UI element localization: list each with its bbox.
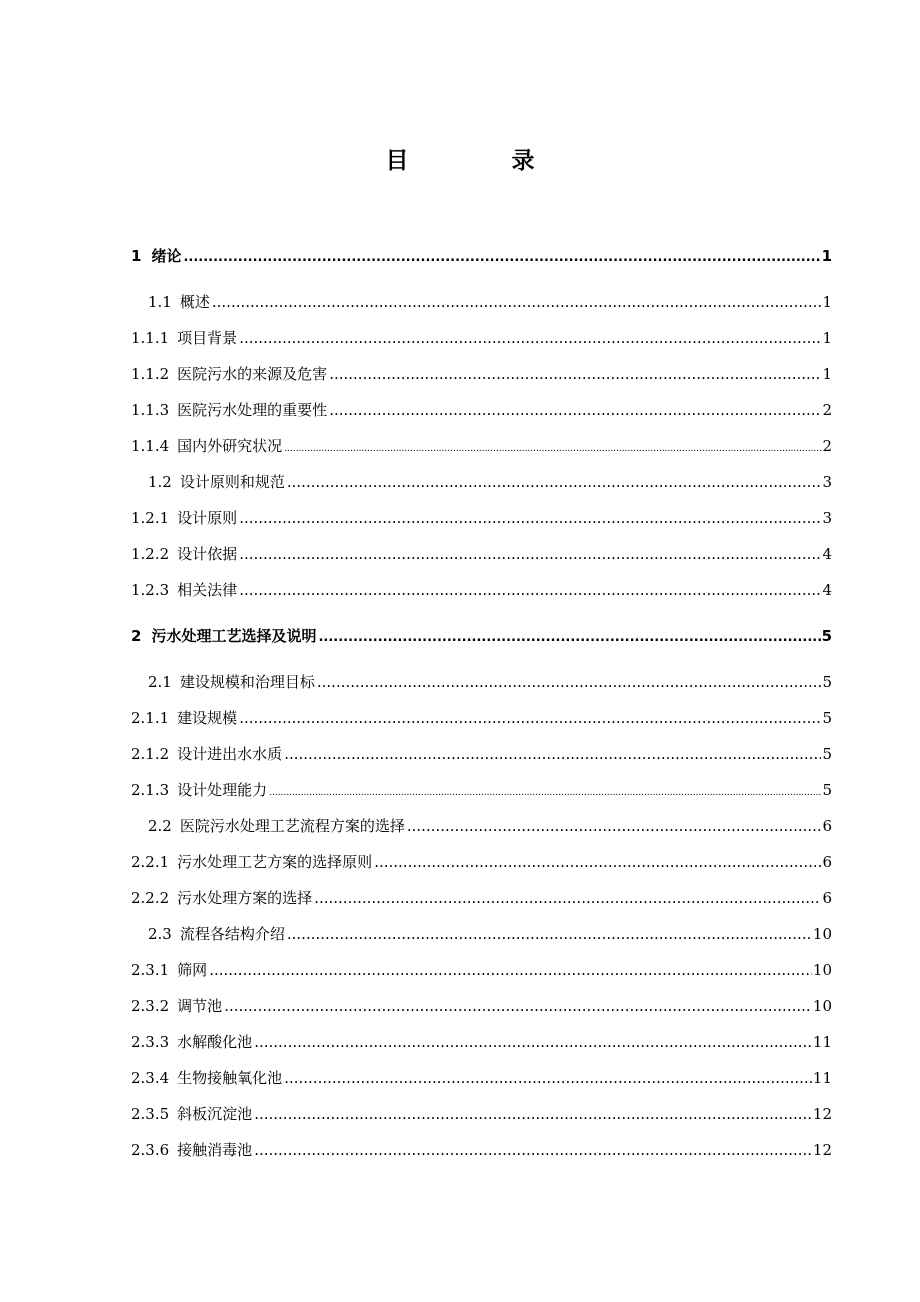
toc-entry-page-number: 1 bbox=[822, 329, 832, 347]
toc-entry[interactable] bbox=[131, 1066, 832, 1090]
toc-entry[interactable] bbox=[131, 362, 832, 386]
toc-entry-title: 设计进出水水质 bbox=[177, 745, 283, 763]
toc-entry-number: 2.3.6 bbox=[131, 1141, 170, 1159]
toc-entry-number: 2.3.5 bbox=[131, 1105, 170, 1123]
toc-dot-leader bbox=[284, 434, 821, 461]
toc-dot-leader bbox=[254, 1030, 812, 1054]
toc-entry-number: 2.3 bbox=[148, 925, 172, 943]
page-title: 目 录 bbox=[385, 148, 575, 174]
toc-entry-title: 医院污水的来源及危害 bbox=[177, 365, 328, 383]
toc-entry-title: 污水处理方案的选择 bbox=[177, 889, 313, 907]
toc-entry-number: 1 bbox=[131, 247, 142, 265]
toc-entry-page-number: 11 bbox=[812, 1033, 832, 1051]
toc-entry-title: 水解酸化池 bbox=[177, 1033, 253, 1051]
toc-dot-leader bbox=[284, 742, 821, 766]
toc-entry-title: 概述 bbox=[179, 293, 210, 311]
toc-entry-number: 1.2.1 bbox=[131, 509, 170, 527]
toc-entry-number: 2.2.1 bbox=[131, 853, 170, 871]
toc-entry[interactable] bbox=[131, 778, 832, 805]
toc-entry-page-number: 5 bbox=[822, 745, 832, 763]
toc-entry[interactable] bbox=[131, 1102, 832, 1126]
toc-entry-title: 设计依据 bbox=[177, 545, 238, 563]
toc-dot-leader bbox=[209, 958, 812, 982]
toc-entry-title: 生物接触氧化池 bbox=[177, 1069, 283, 1087]
toc-entry[interactable] bbox=[131, 742, 832, 766]
toc-entry-number: 2.1.3 bbox=[131, 781, 170, 799]
toc-entry-number: 2.2.2 bbox=[131, 889, 170, 907]
toc-entry-page-number: 10 bbox=[812, 961, 832, 979]
toc-dot-leader bbox=[183, 244, 820, 270]
toc-entry-page-number: 2 bbox=[822, 401, 832, 419]
toc-entry-title: 国内外研究状况 bbox=[177, 437, 283, 455]
toc-entry[interactable] bbox=[131, 1138, 832, 1162]
toc-entry-number: 1.2 bbox=[148, 473, 172, 491]
toc-entry-title: 污水处理工艺选择及说明 bbox=[151, 627, 317, 645]
toc-entry-page-number: 4 bbox=[822, 581, 832, 599]
toc-entry-title: 设计处理能力 bbox=[177, 781, 268, 799]
toc-entry[interactable] bbox=[131, 434, 832, 461]
toc-entry[interactable] bbox=[131, 244, 832, 270]
toc-entry-title: 设计原则 bbox=[177, 509, 238, 527]
toc-dot-leader bbox=[212, 290, 822, 314]
toc-entry-title: 污水处理工艺方案的选择原则 bbox=[177, 853, 373, 871]
toc-entry-number: 1.1.1 bbox=[131, 329, 170, 347]
toc-dot-leader bbox=[239, 706, 821, 730]
toc-dot-leader bbox=[329, 362, 821, 386]
toc-entry[interactable] bbox=[148, 814, 832, 838]
toc-entry-page-number: 3 bbox=[822, 509, 832, 527]
toc-entry-page-number: 1 bbox=[821, 247, 832, 265]
toc-entry[interactable] bbox=[131, 958, 832, 982]
toc-dot-leader bbox=[374, 850, 821, 874]
toc-entry-title: 项目背景 bbox=[177, 329, 238, 347]
toc-entry-number: 2.3.1 bbox=[131, 961, 170, 979]
toc-entry-number: 1.1.4 bbox=[131, 437, 170, 455]
toc-dot-leader bbox=[407, 814, 822, 838]
toc-entry-title: 斜板沉淀池 bbox=[177, 1105, 253, 1123]
toc-entry-page-number: 6 bbox=[822, 853, 832, 871]
toc-entry[interactable] bbox=[131, 398, 832, 422]
toc-entry-title: 相关法律 bbox=[177, 581, 238, 599]
toc-entry-number: 2.3.3 bbox=[131, 1033, 170, 1051]
toc-entry-number: 1.1.3 bbox=[131, 401, 170, 419]
toc-entry-title: 调节池 bbox=[177, 997, 223, 1015]
toc-entry[interactable] bbox=[131, 578, 832, 602]
toc-entry-number: 2.3.2 bbox=[131, 997, 170, 1015]
toc-entry[interactable] bbox=[131, 994, 832, 1018]
toc-dot-leader bbox=[239, 326, 821, 350]
toc-dot-leader bbox=[269, 778, 821, 805]
toc-dot-leader bbox=[317, 670, 822, 694]
toc-entry-title: 接触消毒池 bbox=[177, 1141, 253, 1159]
toc-dot-leader bbox=[314, 886, 821, 910]
toc-entry-page-number: 11 bbox=[812, 1069, 832, 1087]
toc-entry-page-number: 2 bbox=[822, 437, 832, 455]
toc-entry[interactable] bbox=[148, 922, 832, 946]
toc-entry-number: 2.2 bbox=[148, 817, 172, 835]
toc-dot-leader bbox=[329, 398, 821, 422]
toc-dot-leader bbox=[254, 1138, 812, 1162]
toc-entry[interactable] bbox=[131, 1030, 832, 1054]
toc-dot-leader bbox=[239, 578, 821, 602]
toc-entry-page-number: 6 bbox=[822, 889, 832, 907]
toc-entry-number: 2.1.2 bbox=[131, 745, 170, 763]
toc-entry-title: 筛网 bbox=[177, 961, 208, 979]
toc-dot-leader bbox=[287, 470, 822, 494]
toc-entry-number: 1.2.3 bbox=[131, 581, 170, 599]
toc-entry-page-number: 10 bbox=[812, 997, 832, 1015]
toc-entry-page-number: 4 bbox=[822, 545, 832, 563]
toc-entry-title: 医院污水处理的重要性 bbox=[177, 401, 328, 419]
toc-entry-number: 2.1 bbox=[148, 673, 172, 691]
toc-dot-leader bbox=[239, 542, 821, 566]
toc-dot-leader bbox=[254, 1102, 812, 1126]
toc-entry-title: 建设规模和治理目标 bbox=[179, 673, 315, 691]
toc-entry-page-number: 3 bbox=[822, 473, 832, 491]
toc-entry[interactable] bbox=[148, 290, 832, 314]
toc-dot-leader bbox=[318, 624, 820, 650]
toc-entry[interactable] bbox=[148, 470, 832, 494]
toc-entry-page-number: 5 bbox=[822, 673, 832, 691]
toc-dot-leader bbox=[287, 922, 812, 946]
toc-entry-title: 绪论 bbox=[151, 247, 182, 265]
toc-entry-page-number: 5 bbox=[822, 709, 832, 727]
toc-entry-page-number: 5 bbox=[821, 627, 832, 645]
toc-entry-page-number: 5 bbox=[822, 781, 832, 799]
toc-entry-number: 2.3.4 bbox=[131, 1069, 170, 1087]
toc-dot-leader bbox=[224, 994, 812, 1018]
toc-entry-page-number: 10 bbox=[812, 925, 832, 943]
toc-entry[interactable] bbox=[131, 624, 832, 650]
toc-entry-number: 2 bbox=[131, 627, 142, 645]
toc-entry-title: 建设规模 bbox=[177, 709, 238, 727]
toc-entry-page-number: 1 bbox=[822, 293, 832, 311]
toc-entry-title: 医院污水处理工艺流程方案的选择 bbox=[179, 817, 405, 835]
toc-entry[interactable] bbox=[131, 850, 832, 874]
toc-entry-title: 流程各结构介绍 bbox=[179, 925, 285, 943]
toc-dot-leader bbox=[239, 506, 821, 530]
toc-entry-page-number: 6 bbox=[822, 817, 832, 835]
toc-entry[interactable] bbox=[131, 886, 832, 910]
toc-entry-number: 1.1.2 bbox=[131, 365, 170, 383]
toc-dot-leader bbox=[284, 1066, 812, 1090]
toc-entry[interactable] bbox=[131, 706, 832, 730]
toc-entry-title: 设计原则和规范 bbox=[179, 473, 285, 491]
toc-entry-number: 2.1.1 bbox=[131, 709, 170, 727]
toc-entry-number: 1.2.2 bbox=[131, 545, 170, 563]
toc-entry[interactable] bbox=[131, 542, 832, 566]
toc-entry-number: 1.1 bbox=[148, 293, 172, 311]
toc-entry[interactable] bbox=[131, 506, 832, 530]
toc-entry-page-number: 1 bbox=[822, 365, 832, 383]
toc-entry[interactable] bbox=[131, 326, 832, 350]
toc-entry-page-number: 12 bbox=[812, 1105, 832, 1123]
toc-entry[interactable] bbox=[148, 670, 832, 694]
toc-entry-page-number: 12 bbox=[812, 1141, 832, 1159]
